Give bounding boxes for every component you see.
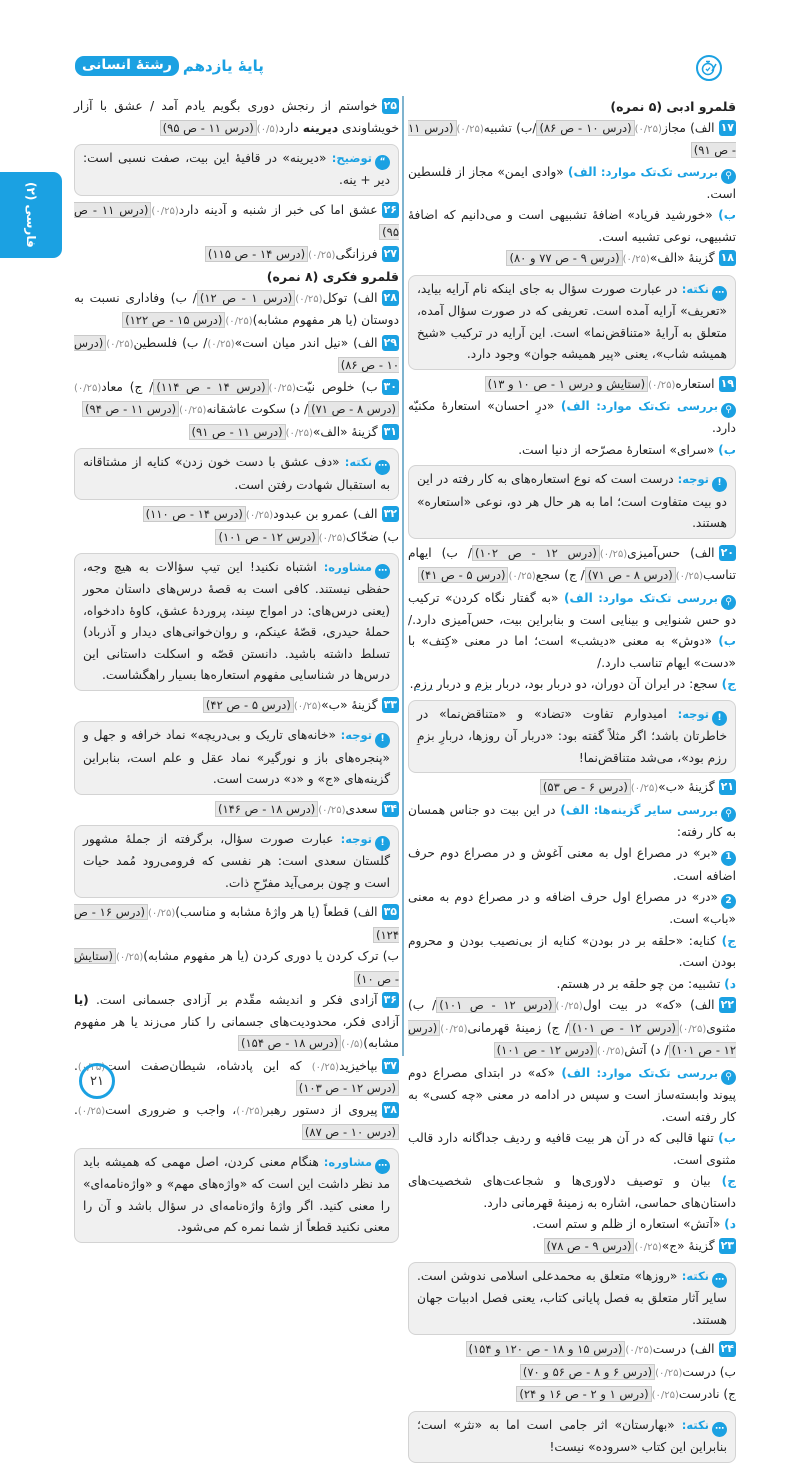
question-number: ۳۰ [383,379,397,393]
item-letter: الف) [567,164,597,179]
section-heading-literary: قلمرو ادبی (۵ نمره) [610,99,736,114]
lesson-ref: (درس ۱۱ - ص ۹۱) [408,120,736,157]
review-text: «که» در ابتدای مصراع دوم پیوند وابسته‌ساز است و سپس در ادامه در معنی «چه کسی» به کار رفته است. [408,1065,736,1124]
lesson-ref: (درس ۱۴ - ص ۱۱۵) [205,246,308,262]
review-text: «خورشید فریاد» اضافهٔ تشبیهی است و می‌دانیم که اضافهٔ تشبیهی، نوعی تشبیه است. [408,208,736,244]
answer-bold-word: دیرینه [302,120,339,135]
answer-text: ، واجب و ضروری است [105,1102,237,1117]
score: (۰/۲۵) [630,783,659,794]
answer-30 [74,377,399,422]
question-number: ۳۸ [383,1102,397,1116]
answer-text: / ج) سجع [535,568,585,582]
answer-36 [74,990,399,1056]
item-letter: ب) [718,442,736,457]
answer-text: آزادی فکر، محدودیت‌های جسمانی را کنار می‌زند یا هر مفهوم مشابه) [74,1014,399,1051]
review-22-d [408,1214,736,1236]
lesson-ref: (درس ۵ - ص ۴۲) [203,697,294,713]
score: (۰/۲۵) [115,952,144,964]
review-text: تشبیه: من چو حلقه بر در هستم. [556,976,721,991]
question-number: ۲۵ [383,99,397,112]
lesson-ref: (درس ۱۲ - ص ۱۰۱) [569,1020,679,1036]
note-label: نکته: [344,455,373,470]
answer-text: بپاخیزید [339,1058,378,1073]
quote-icon: “ [375,155,390,170]
lesson-ref: (ستایش و درس ۱ - ص ۱۰ و ۱۳) [485,376,649,392]
review-text: تنها قالبی که در آن هر بیت قافیه و ردیف جداگانه دارد قالب مثنوی است. [408,1131,736,1167]
advice-label: مشاوره: [323,1154,373,1169]
attention-text: امیدوارم تفاوت «تضاد» و «متناقض‌نما» در خاطرتان باشد؛ اگر مثلاً گفته بود: «دربار آن روزها، دربارِ بزمِ رزم بود»، می‌شد متناقض‌نما! [417,706,727,765]
review-20-c: ج) سجع: در ایران آن دوران، دو دربار بود، دربار بزم و دربار رزم. [409,677,736,692]
review-label: بررسی تک‌تک موارد: [598,590,718,605]
score: (۰/۲۵) [675,571,704,582]
attention-text: درست است که نوع استعاره‌های به کار رفته در این دو بیت متفاوت است؛ اما به هر حال هر دو، نوعی «استعاره» هستند. [417,472,727,530]
underlined-word: رزم [413,677,433,692]
score: (۰/۲۵) [106,338,134,350]
score: (۰/۲۵) [625,1345,653,1357]
score: (۰/۲۵) [508,571,536,582]
lesson-ref: (درس ۱۴ - ص ۱۱۴) [153,379,268,395]
score: (۰/۲۵) [285,427,313,439]
note-text: «دف عشق با دست خون زدن» کنایه از مشتاقانه به استقبال شهادت رفتن است. [83,455,390,492]
review-text: در این بیت دو جناس همسان به کار رفته: [408,802,736,839]
answer-text: ب) خلوص نیّت [295,379,378,394]
right-column [408,96,736,1467]
attention-label: توجه: [340,832,372,846]
answer-text: / د) سکوت عاشقانه [206,402,309,417]
answer-text: الف) قطعاً (یا هر واژهٔ مشابه و مناسب) [175,905,378,920]
review-text: «وادی ایمن» مجاز از فلسطین است. [408,164,736,201]
left-column [74,96,399,1247]
answer-28 [74,288,399,333]
answer-text: / د) آتش [624,1043,669,1058]
score: (۰/۲۵) [651,1390,679,1402]
answer-text: گزینهٔ «الف» [312,424,378,439]
lesson-ref: (درس ۸ - ص ۷۱) [308,401,399,417]
answer-text: گزینهٔ «الف» [649,251,715,266]
magnifier-icon: ⚲ [721,169,736,184]
answer-24-b [408,1362,736,1385]
review-19 [408,396,736,440]
score: (۰/۲۵) [456,123,484,135]
advice-label: مشاوره: [323,560,372,574]
score: (۰/۲۵) [555,1001,583,1013]
explain-text: «دیرینه» در قافیهٔ این بیت، صفت نسبی است: دیر + ینه. [83,151,390,188]
note-label: نکته: [681,281,709,296]
review-22-b [408,1128,736,1171]
score: (۰/۲۵) [151,205,179,217]
answer-37: ۳۷بپاخیزید(۰/۲۵) که این پادشاه، شیطان‌صفت است(۰/۲۵).(درس ۱۲ - ص ۱۰۳) [74,1058,398,1096]
answer-32-a [74,504,399,527]
score: (۰/۲۵) [207,338,235,350]
score: (۰/۲۵) [622,254,650,266]
answer-text: ب) ضحّاک [346,529,399,544]
attention-box [74,721,399,794]
review-22 [408,1063,736,1128]
advice-box [74,1148,399,1243]
answer-text: آزادی فکر و اندیشه مقّدم بر آزادی جسمانی است. [96,993,378,1008]
note-box [408,1262,736,1335]
lesson-ref: (درس ۱۱ - ص ۹۴) [82,401,179,417]
review-text: کنایه: «حلقه بر در بودن» کنایه از بی‌نصیب بودن و محروم بودن است. [408,933,736,970]
subject-side-tab [0,172,62,258]
lesson-ref: (درس ۶ - ص ۵۳) [540,779,631,795]
note-box [74,448,399,500]
item-letter: الف) [561,1065,591,1080]
review-21-item-1 [408,843,736,887]
attention-text: «خانه‌های تاریک و بی‌دریچه» نماد خرافه و جهل و «پنجره‌های باز و نورگیر» نماد عقل و علم است، بنابراین گزینه‌های «ج» و «د» درست است. [83,728,390,786]
score: (۰/۲۵) [634,123,662,135]
answer-text: / ب) وفاداری نسبت به دوستان (یا هر مفهوم مشابه) [74,290,399,328]
answer-text: سعدی [345,801,378,816]
attention-text: عبارت صورت سؤال، برگرفته از جملهٔ مشهور گلستان سعدی است: هر نفسی که فرومی‌رود مُمد حیات است و چون برمی‌آید مفرّحِ ذات. [83,832,390,890]
score: (۰/۲۵) [179,405,207,417]
answer-text: /ب) تشبیه [483,120,537,135]
answer-32-b [74,527,399,550]
review-text: «درِ احسان» استعارهٔ مکنیّه دارد. [408,399,736,436]
item-letter: ب) [718,634,737,649]
note-label: نکته: [681,1269,709,1283]
review-text: «آتش» استعاره از ظلم و ستم است. [532,1217,721,1231]
score: (۰/۲۵) [596,1046,625,1058]
item-letter: ب) [718,1131,736,1145]
review-17-b [408,205,736,248]
question-number: ۲۰ [720,545,734,559]
score: (۰/۲۵) [318,532,347,544]
note-label: نکته: [681,1417,709,1432]
review-label: بررسی تک‌تک موارد: [596,1065,719,1080]
answer-text: الف) درست [652,1342,715,1357]
attention-label: توجه: [340,728,373,743]
score: (۰/۲۵) [634,1241,662,1253]
review-text: بیان و توصیف دلاوری‌ها و شجاعت‌های شخصیت‌های داستان‌های حماسی، اشاره به زمینهٔ قهرمانی دارد. [408,1174,736,1210]
answer-text: / ب) فلسطین [133,335,208,350]
review-22-c [408,1171,736,1214]
item-letter: ج) [721,1174,737,1188]
answer-text: ج) نادرست [678,1387,736,1402]
lesson-ref: (درس ۱۰ - ص ۸۶) [74,335,399,373]
answer-text: عشق اما کی خبر از شنبه و آدینه دارد [178,202,378,217]
answer-text: ب) ترک کردن یا دوری کردن (یا هر مفهوم مشابه) [143,949,399,964]
speech-bubble-icon: ⋯ [712,1422,727,1437]
score: (۰/۲۵) [318,804,346,816]
page-number: ۲۱ [79,1063,115,1099]
number-1-icon: 1 [721,851,736,866]
review-17 [408,162,736,206]
magnifier-icon: ⚲ [721,403,736,418]
score: (۰/۲۵) [74,382,102,394]
review-19-b [408,440,736,462]
magnifier-icon: ⚲ [721,1070,736,1085]
answer-text: استعاره [675,376,715,391]
answer-33 [74,695,399,718]
score: (۰/۲۵) [148,908,176,920]
lesson-ref: (درس ۱۵ و ۱۸ - ص ۱۲۰ و ۱۵۴) [466,1341,626,1357]
answer-text: پیروی از دستور رهبر [263,1102,378,1117]
answer-text: ب) درست [682,1364,736,1379]
answer-text: الف) «که» در بیت اول [582,998,715,1013]
score: (۰/۲۵) [245,510,274,521]
number-2-icon: 2 [721,894,736,909]
question-number: ۲۸ [383,290,397,304]
question-number: ۳۶ [383,993,397,1007]
question-number: ۳۱ [383,424,397,438]
score: (۰/۲۵) [295,293,323,305]
question-number: ۲۳ [720,1238,734,1252]
attention-box [408,700,736,773]
lesson-ref: (درس ۱۱ - ص ۹۵) [160,120,257,136]
question-number: ۳۳ [383,697,397,711]
answer-26 [74,200,399,244]
review-20 [408,588,736,675]
advice-box [74,553,399,691]
answer-text: گزینهٔ «ب» [658,780,715,794]
question-number: ۲۱ [720,780,734,793]
answer-text: گزینهٔ «ج» [661,1238,715,1253]
exclamation-icon: ! [712,477,727,492]
review-text: سجع: در ایران آن دوران، دو دربار بود، دربار [496,677,718,692]
item-letter: د) [724,1217,736,1231]
lesson-ref: (درس ۱ - ص ۱۲) [197,290,295,306]
answer-35-b [74,946,399,990]
answer-29 [74,333,399,377]
lesson-ref: (ستایش - ص ۱۰) [74,949,399,986]
review-label: بررسی تک‌تک موارد: [600,164,719,179]
speech-bubble-icon: ⋯ [712,286,727,301]
underlined-word: بزم [474,677,493,692]
question-number: ۳۴ [383,801,397,815]
answer-24-a [408,1339,736,1362]
advice-text: اشتباه نکنید! این تیپ سؤالات به هیچ وجه، حفظی نیستند. کافی است به قصهٔ درس‌های داستان محور (یعنی درس‌های: در امواج سِند، پروردهٔ عشق، کاوهٔ دادخواه، حملهٔ حیدری، قصّهٔ عینکم، و روان‌خوانی‌های دیدار و آذرباد) تسلط داشته باشید. دانستن قصّه و اسکلت داستانی این درس‌ها در شناسایی مفهوم استعاره‌ها بسیار راهگشاست. [83,560,390,683]
header-title [75,56,264,76]
lesson-ref: (درس ۱۶ - ص ۱۲۴) [74,905,399,942]
answer-text: خواستم از رنجش دوری بگویم یادم آمد / عشق با آزار خویشاوندی [74,99,399,135]
answer-20 [408,543,736,588]
question-number: ۱۸ [720,251,734,265]
lesson-ref: (درس ۱۲ - ص ۱۰۱) [494,1042,597,1058]
lesson-ref: (درس ۱۲ - ص ۱۰۳) [296,1080,399,1096]
item-letter: ج) [721,677,736,692]
question-number: ۲۲ [720,998,734,1012]
score: (۰/۲۵) [678,1023,707,1035]
item-letter: الف) [560,399,590,413]
lesson-ref: (درس ۶ و ۸ - ص ۵۶ و ۷۰) [520,1364,655,1380]
answer-text: فرزانگی [335,246,378,261]
review-21 [408,800,736,844]
answer-22 [408,995,736,1063]
speech-bubble-icon: ⋯ [375,460,390,475]
chat-icon: ⋯ [375,1159,390,1174]
note-text: «روزها» متعلق به محمدعلی اسلامی ندوشن است. سایر آثار متعلق به فصل پایانی کتاب، یعنی فصل ادبیات جهان هستند. [417,1269,727,1327]
header-major-badge: رشتهٔ انسانی [75,56,179,76]
score: (۰/۲۵) [311,1061,340,1073]
answer-text: الف) حس‌آمیزی [627,545,715,560]
lesson-ref: (درس ۱۴ - ص ۱۱۰) [143,506,246,522]
item-letter: د) [724,976,736,991]
score: (۰/۲۵) [77,1061,106,1073]
answer-34 [74,799,399,822]
section-heading-intellectual: قلمرو فکری (۸ نمره) [266,269,399,285]
question-number: ۲۶ [383,202,397,216]
question-number: ۲۷ [383,246,397,260]
note-box [408,1411,736,1463]
note-box [408,275,736,370]
review-text: «در» در مصراع اول حرف اضافه و در مصراع دوم به معنی «باب» است. [408,890,736,927]
lesson-ref: (درس ۱۱ - ص ۹۵) [74,202,399,240]
review-21-d [408,974,736,996]
exclamation-icon: ! [375,733,390,748]
review-text: «سرای» استعارهٔ مصرّحه از دنیا است. [518,442,715,457]
answer-text: که این پادشاه، شیطان‌صفت است [105,1058,302,1073]
question-number: ۲۹ [383,335,397,349]
lesson-ref: (درس ۱۰ - ص ۸۷) [302,1124,399,1140]
score: (۰/۲۵) [648,379,676,391]
answer-38: ۳۸پیروی از دستور رهبر(۰/۲۵)، واجب و ضروری است(۰/۲۵).(درس ۱۰ - ص ۸۷) [74,1102,397,1140]
review-21-item-2 [408,887,736,931]
question-number: ۳۵ [383,905,398,919]
review-21-c [408,931,736,974]
answer-24-c [408,1384,736,1407]
answer-text: گزینهٔ «ب» [321,697,378,712]
answer-27 [74,244,399,267]
attention-label: توجه: [677,472,709,487]
lesson-ref: (درس ۱۱ - ص ۹۱) [189,424,286,440]
answer-17 [408,118,736,162]
answer-text: دارد [278,120,299,135]
question-number: ۱۷ [720,120,734,134]
exclamation-icon: ! [712,711,727,726]
lesson-ref: (درس ۹ - ص ۷۷ و ۸۰) [506,250,622,266]
stopwatch-pencil-icon [696,55,722,81]
score: (۰/۵) [341,1039,364,1051]
lesson-ref: (درس ۹ - ص ۷۸) [544,1238,635,1254]
lesson-ref: (درس ۱۵ - ص ۱۲۲) [122,312,225,328]
answer-18 [408,248,736,271]
chat-icon: ⋯ [375,564,390,579]
answer-31 [74,422,399,445]
explain-label: توضیح: [331,151,373,165]
answer-text: / ب) ایهام تناسب [408,545,736,582]
answer-19 [408,374,736,397]
speech-bubble-icon: ⋯ [712,1273,727,1288]
item-letter: ب) [718,208,736,223]
column-divider [402,96,404,1056]
answer-35-a [74,902,399,946]
answer-text: الف) توکل [322,290,378,305]
lesson-ref: (درس ۱۸ - ص ۱۵۴) [238,1035,341,1051]
score: (۰/۲۵) [225,316,253,328]
answer-text: الف) عمرو بن عبدود [273,507,378,521]
lesson-ref: (درس ۱۲ - ص ۱۰۱) [215,529,318,545]
score: (۰/۵) [256,123,279,135]
answer-text: الف) «نیل اندر میان است» [234,335,378,350]
note-text: در عبارت صورت سؤال به جای اینکه نام آرایه بیاید، «تعریف» آرایه آمده است. تعریفی که در صورت سؤال آمده، متعلق به آرایهٔ «متناقض‌نما» است. این آرایه در ترکیب «شیخ همیشه شاب»، یعنی «پیر همیشه جوان» وجود دارد. [417,281,727,361]
answer-21 [408,777,736,800]
answer-25 [74,96,399,140]
item-letter: ج) [721,933,736,948]
note-text: «بهارستان» اثر جامی است اما به «نثر» است؛ بنابراین این کتاب «سروده» نیست! [417,1417,727,1454]
lesson-ref: (درس ۱۲ - ص ۱۰۱) [408,1020,736,1058]
score: (۰/۲۵) [308,249,336,261]
exclamation-icon: ! [375,836,390,851]
item-letter: الف) [563,590,593,605]
explain-box [74,144,399,196]
review-text: «به گفتار نگاه کردن» ترکیب دو حس شنوایی و بینایی است و بنابراین بیت، حس‌آمیزی دارد./ [408,590,736,627]
answer-bold-word: (یا [74,993,89,1008]
answer-text: / ج) معاد [101,379,154,394]
score: (۰/۲۵) [440,1023,468,1035]
attention-box [408,465,736,538]
lesson-ref: (درس ۱۲ - ص ۱۰۱) [436,997,555,1013]
review-text: و دربار [436,677,471,692]
question-number: ۲۴ [720,1342,734,1356]
advice-text: هنگام معنی کردن، اصل مهمی که همیشه باید مد نظر داشت این است که «واژه‌های مهم» و «واژه‌نامه‌ای» را معنی کنید. اگر واژهٔ واژه‌نامه‌ای در سؤال باشد و آن را معنی نکنید قطعاً از شما نمره کم می‌شود. [83,1154,390,1234]
answer-text: / ب) مثنوی [408,998,736,1035]
answer-23 [408,1236,736,1259]
lesson-ref: (درس ۱۸ - ص ۱۴۶) [215,801,318,817]
score: (۰/۲۵) [599,548,628,560]
lesson-ref: (درس ۱۰ - ص ۸۶) [536,120,634,136]
item-letter: الف) [560,802,590,817]
magnifier-icon: ⚲ [721,807,736,822]
answer-text: / ج) زمینهٔ قهرمانی [467,1020,570,1035]
header-grade: پایهٔ یازدهم [182,57,264,75]
review-label: بررسی تک‌تک موارد: [596,399,719,413]
review-label: بررسی سایر گزینه‌ها: [593,802,719,817]
lesson-ref: (درس ۱ و ۲ - ص ۱۶ و ۲۴) [516,1386,651,1402]
attention-label: توجه: [677,706,709,721]
question-number: ۱۹ [720,376,734,390]
answer-text: الف) مجاز [661,120,715,135]
score: (۰/۲۵) [293,700,322,712]
subject-side-tab-label: فارسی (۲) [24,182,38,248]
review-text: «دوش» به معنی «دیشب» است؛ اما در معنی «کِتف» با «دست» ایهام تناسب دارد./ [408,634,736,670]
lesson-ref: (درس ۱۲ - ص ۱۰۲) [472,545,600,561]
score: (۰/۲۵) [236,1105,264,1117]
lesson-ref: (درس ۸ - ص ۷۱) [585,567,676,583]
score: (۰/۲۵) [268,382,296,394]
lesson-ref: (درس ۵ - ص ۴۱) [418,567,509,583]
score: (۰/۲۵) [655,1367,683,1379]
question-number: ۳۲ [383,507,397,520]
review-text: «بر» در مصراع اول به معنی آغوش و در مصراع دوم حرف اضافه است. [408,846,736,883]
attention-box [74,825,399,898]
magnifier-icon: ⚲ [721,595,736,610]
question-number: ۳۷ [383,1058,398,1072]
score: (۰/۲۵) [77,1105,106,1117]
